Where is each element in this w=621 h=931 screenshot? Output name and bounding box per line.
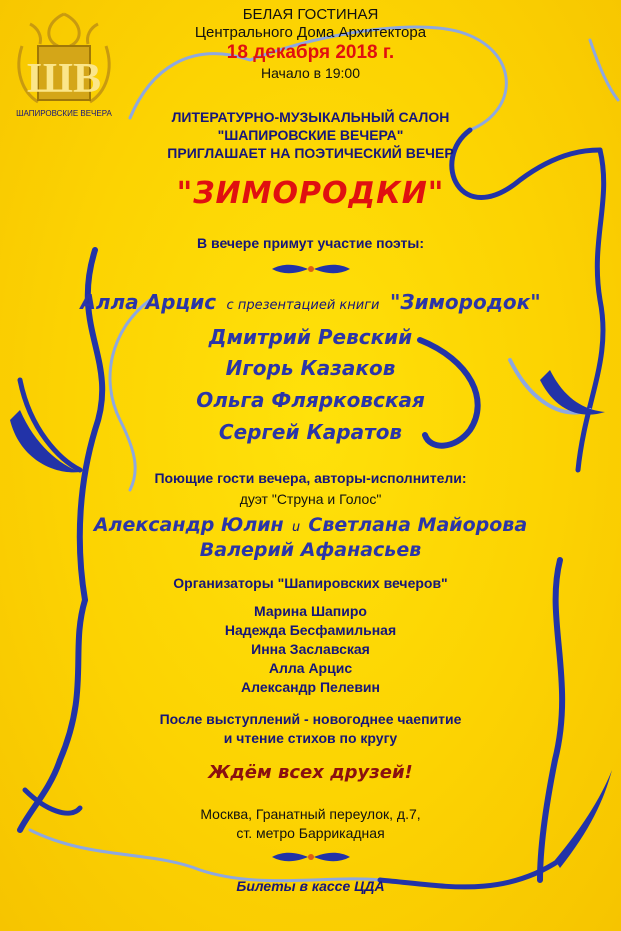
singers-conjunction: и	[292, 518, 300, 534]
tickets-info: Билеты в кассе ЦДА	[236, 878, 385, 894]
book-presentation-label: с презентацией книги	[226, 298, 380, 313]
divider-ornament	[0, 262, 621, 276]
event-date: 18 декабря 2018 г.	[226, 42, 395, 63]
logo-caption: ШАПИРОВСКИЕ ВЕЧЕРА	[16, 109, 112, 118]
address-line-1: Москва, Гранатный переулок, д.7,	[200, 806, 421, 822]
organizer-name: Марина Шапиро	[254, 603, 367, 619]
intro-line-2: "ШАПИРОВСКИЕ ВЕЧЕРА"	[217, 127, 404, 143]
organizer-name: Инна Заславская	[251, 641, 370, 657]
singer-name: Валерий Афанасьев	[199, 539, 422, 561]
venue-house: Центрального Дома Архитектора	[194, 24, 427, 41]
intro-line-3: ПРИГЛАШАЕТ НА ПОЭТИЧЕСКИЙ ВЕЧЕР	[167, 145, 454, 161]
duet-name: дуэт "Струна и Голос"	[239, 491, 382, 507]
organizers-heading: Организаторы "Шапировских вечеров"	[173, 575, 448, 591]
venue-name: БЕЛАЯ ГОСТИНАЯ	[242, 6, 379, 23]
organizer-name: Алла Арцис	[268, 660, 353, 676]
singers-heading: Поющие гости вечера, авторы-исполнители:	[154, 470, 467, 486]
poet-name: Сергей Каратов	[218, 420, 403, 444]
poet-name: Игорь Казаков	[225, 356, 396, 380]
intro-line-1: ЛИТЕРАТУРНО-МУЗЫКАЛЬНЫЙ САЛОН	[171, 109, 450, 125]
start-time: Начало в 19:00	[260, 65, 361, 81]
poet-alla-name: Алла Арцис	[80, 290, 217, 314]
organizer-name: Надежда Бесфамильная	[224, 622, 397, 638]
divider-ornament-bottom	[0, 850, 621, 864]
poet-alla-line	[0, 290, 621, 314]
after-line-2: и чтение стихов по кругу	[223, 730, 398, 746]
book-title: "Зимородок"	[389, 290, 541, 314]
welcome-text: Ждём всех друзей!	[208, 762, 413, 783]
poet-name: Дмитрий Ревский	[208, 325, 413, 349]
poets-heading: В вечере примут участие поэты:	[197, 235, 424, 251]
after-line-1: После выступлений - новогоднее чаепитие	[159, 711, 462, 727]
address-line-2: ст. метро Баррикадная	[236, 825, 385, 841]
singers-line	[0, 514, 621, 536]
event-title: "ЗИМОРОДКИ"	[176, 176, 445, 211]
logo-letters: ШВ	[26, 56, 102, 102]
organizer-name: Александр Пелевин	[241, 679, 380, 695]
singer-name: Александр Юлин	[93, 514, 284, 536]
singer-name: Светлана Майорова	[308, 514, 528, 536]
poet-name: Ольга Флярковская	[196, 388, 425, 412]
